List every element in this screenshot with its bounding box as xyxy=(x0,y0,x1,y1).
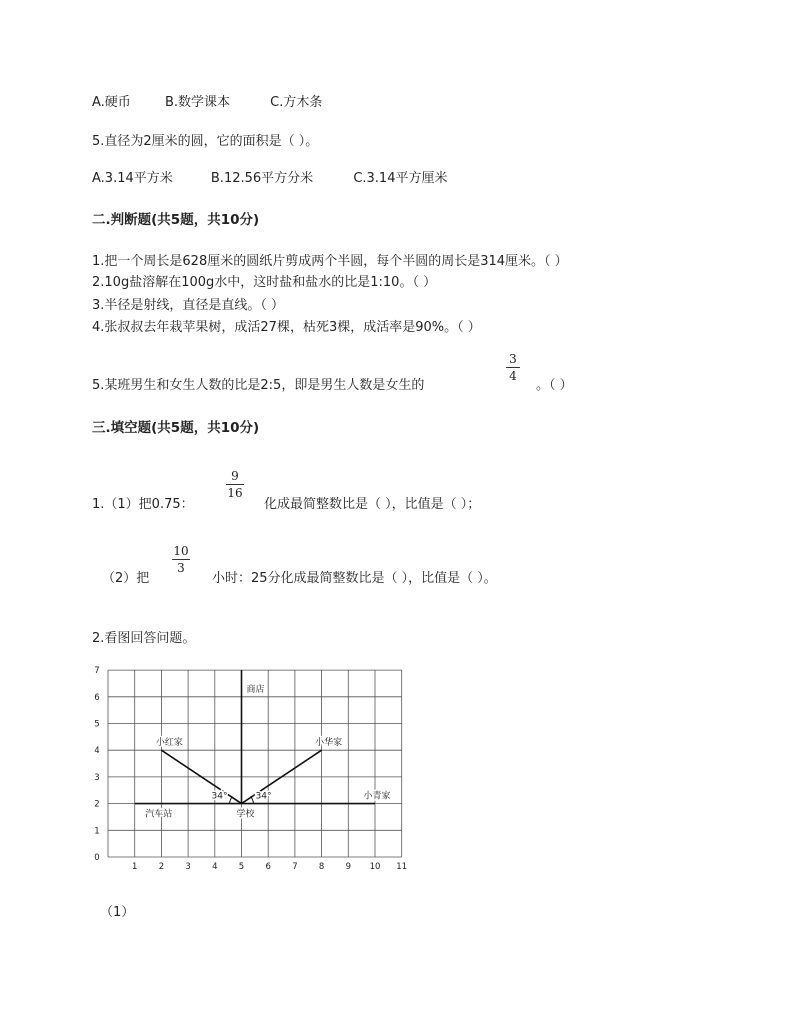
y-tick-label: 5 xyxy=(94,719,100,730)
section3-title: 三.填空题(共5题，共10分) xyxy=(92,420,260,436)
fill-q1b-fraction xyxy=(172,544,190,575)
fraction-bar xyxy=(506,367,520,368)
judge-q4: 4.张叔叔去年栽苹果树，成活27棵，枯死3棵，成活率是90%。（ ） xyxy=(92,320,481,335)
q5-option-c: C.3.14平方厘米 xyxy=(353,171,448,186)
judge-q5-fraction xyxy=(506,352,520,383)
q5-options xyxy=(92,170,447,188)
fill-q1-prefix: 1.（1）把0.75： xyxy=(92,497,194,512)
map-figure xyxy=(86,660,406,870)
y-tick-label: 3 xyxy=(94,772,100,783)
judge-q3: 3.半径是射线，直径是直线。（ ） xyxy=(92,298,285,313)
x-tick-label: 9 xyxy=(345,862,352,872)
fill-q2-stem: 2.看图回答问题。 xyxy=(92,631,196,646)
x-tick-label: 5 xyxy=(238,862,245,872)
x-tick-label: 4 xyxy=(212,862,218,872)
q5-stem: 5.直径为2厘米的圆，它的面积是（ ）。 xyxy=(92,134,319,149)
judge-q2: 2.10g盐溶解在100g水中，这时盐和盐水的比是1:10。（ ） xyxy=(92,275,437,290)
q4-options xyxy=(92,94,322,112)
fill-q1-suffix: 化成最简整数比是（ ），比值是（ ）； xyxy=(264,497,481,512)
fraction-bar xyxy=(172,559,190,560)
label-shop: 商店 xyxy=(246,685,265,696)
y-tick-label: 2 xyxy=(94,799,100,810)
label-bus-stop: 汽车站 xyxy=(145,809,173,820)
y-tick-label: 6 xyxy=(94,692,100,703)
x-tick-label: 6 xyxy=(265,862,271,872)
fill-q1b-prefix: （2）把 xyxy=(102,571,150,586)
fill-q1b-suffix: 小时：25分化成最简整数比是（ ），比值是（ ）。 xyxy=(212,571,497,586)
label-xiaoqing: 小青家 xyxy=(363,791,391,802)
x-tick-label: 8 xyxy=(318,862,325,872)
fraction-denominator: 4 xyxy=(509,369,517,383)
label-school: 学校 xyxy=(236,809,255,820)
q5-option-a: A.3.14平方米 xyxy=(92,171,173,186)
q4-option-c: C.方木条 xyxy=(270,95,323,110)
x-tick-label: 11 xyxy=(396,862,408,872)
y-tick-label: 7 xyxy=(94,666,100,677)
label-angle-right: 34° xyxy=(255,791,272,802)
fraction-denominator: 16 xyxy=(227,486,243,500)
x-tick-label: 2 xyxy=(158,862,165,872)
fraction-bar xyxy=(226,484,244,485)
fill-q2-sub1: （1） xyxy=(100,905,135,920)
fill-q1-fraction xyxy=(226,469,244,500)
label-xiaohong: 小红家 xyxy=(155,738,183,749)
x-tick-label: 7 xyxy=(292,862,298,872)
q4-option-a: A.硬币 xyxy=(92,95,131,110)
angle-arc-right xyxy=(251,797,254,804)
y-tick-label: 4 xyxy=(94,746,100,757)
y-tick-label: 0 xyxy=(94,853,100,863)
fraction-numerator: 3 xyxy=(509,352,517,366)
fraction-numerator: 9 xyxy=(231,469,239,483)
judge-q1: 1.把一个周长是628厘米的圆纸片剪成两个半圆，每个半圆的周长是314厘米。（ ） xyxy=(92,254,568,269)
q5-option-b: B.12.56平方分米 xyxy=(210,171,314,186)
y-tick-label: 1 xyxy=(94,826,100,837)
judge-q5-text: 5.某班男生和女生人数的比是2:5，即是男生人数是女生的 xyxy=(92,378,425,393)
section2-title: 二.判断题(共5题，共10分) xyxy=(92,212,260,228)
q4-option-b: B.数学课本 xyxy=(164,95,231,110)
x-tick-label: 3 xyxy=(185,862,191,872)
fraction-numerator: 10 xyxy=(173,544,189,558)
x-tick-label: 10 xyxy=(369,862,381,872)
x-tick-label: 1 xyxy=(131,862,138,872)
label-angle-left: 34° xyxy=(211,791,228,802)
fraction-denominator: 3 xyxy=(177,561,185,575)
angle-arc-left xyxy=(230,797,233,804)
label-xiaohua: 小华家 xyxy=(315,738,343,749)
judge-q5-answer: 。（ ） xyxy=(536,378,573,393)
